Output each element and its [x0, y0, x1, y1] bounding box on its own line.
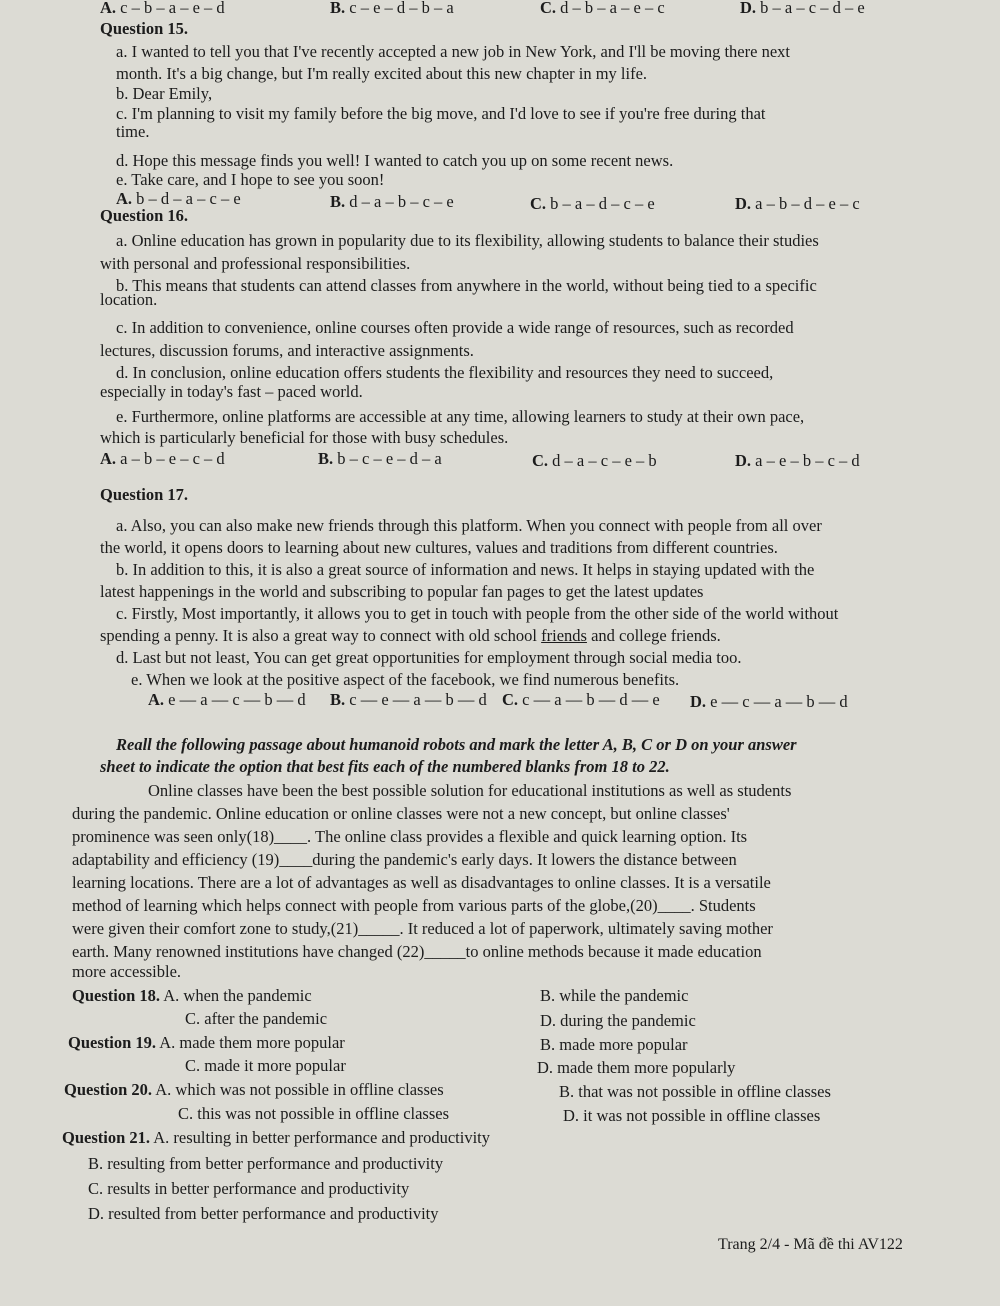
q15-option-d: D. a – b – d – e – c	[735, 194, 860, 213]
q16-sentence-c-cont: lectures, discussion forums, and interactive assignments.	[100, 341, 474, 360]
q16-option-a: A. a – b – e – c – d	[100, 449, 225, 468]
q18-option-c: C. after the pandemic	[185, 1009, 328, 1028]
q21-option-c: C. results in better performance and productivity	[88, 1179, 410, 1198]
q15-sentence-b: b. Dear Emily,	[116, 84, 213, 103]
q17-sentence-b-cont: latest happenings in the world and subscribing to popular fan pages to get the latest updates	[100, 582, 704, 601]
q15-sentence-c: c. I'm planning to visit my family before the big move, and I'd love to see if you're free during that	[116, 104, 766, 123]
q14-option-d: D. b – a – c – d – e	[740, 0, 865, 17]
q17-sentence-b: b. In addition to this, it is also a great source of information and news. It helps in staying updated with the	[116, 560, 815, 579]
passage-line-6: method of learning which helps connect with people from various parts of the globe,(20)____. Students	[72, 896, 756, 915]
q19-row-1: Question 19. A. made them more popular	[68, 1033, 345, 1052]
q20-option-c: C. this was not possible in offline classes	[178, 1104, 450, 1123]
q15-sentence-a: a. I wanted to tell you that I've recently accepted a new job in New York, and I'll be moving there next	[116, 42, 790, 61]
passage-line-8: earth. Many renowned institutions have changed (22)_____to online methods because it made education	[72, 942, 762, 961]
q17-sentence-d: d. Last but not least, You can get great opportunities for employment through social media too.	[116, 648, 742, 667]
q16-option-b: B. b – c – e – d – a	[318, 449, 442, 468]
q14-option-b: B. c – e – d – b – a	[330, 0, 454, 17]
passage-line-2: during the pandemic. Online education or online classes were not a new concept, but online classes'	[72, 804, 730, 823]
q16-sentence-c: c. In addition to convenience, online courses often provide a wide range of resources, such as recorded	[116, 318, 794, 337]
q16-sentence-d: d. In conclusion, online education offers students the flexibility and resources they need to succeed,	[116, 363, 774, 382]
q17-sentence-c: c. Firstly, Most importantly, it allows you to get in touch with people from the other side of the world without	[116, 604, 839, 623]
q15-title: Question 15.	[100, 19, 189, 38]
q15-option-c: C. b – a – d – c – e	[530, 194, 655, 213]
passage-line-9: more accessible.	[72, 962, 182, 981]
q15-sentence-a-cont: month. It's a big change, but I'm really excited about this new chapter in my life.	[116, 64, 648, 83]
q17-option-c: C. c — a — b — d — e	[502, 690, 660, 709]
q17-option-d: D. e — c — a — b — d	[690, 692, 848, 711]
q17-sentence-c-cont: spending a penny. It is also a great way to connect with old school friends and college friends.	[100, 626, 721, 645]
q15-sentence-c-cont: time.	[116, 122, 150, 141]
passage-line-3: prominence was seen only(18)____. The online class provides a flexible and quick learning option. Its	[72, 827, 748, 846]
q21-option-b: B. resulting from better performance and productivity	[88, 1154, 444, 1173]
q21-option-d: D. resulted from better performance and productivity	[88, 1204, 439, 1223]
q20-row-1: Question 20. A. which was not possible in offline classes	[64, 1080, 444, 1099]
q14-option-c: C. d – b – a – e – c	[540, 0, 665, 17]
q16-sentence-a: a. Online education has grown in popularity due to its flexibility, allowing students to balance their studies	[116, 231, 819, 250]
q17-option-a: A. e — a — c — b — d	[148, 690, 306, 709]
q15-option-b: B. d – a – b – c – e	[330, 192, 454, 211]
q16-option-c: C. d – a – c – e – b	[532, 451, 657, 470]
page-footer: Trang 2/4 - Mã đề thi AV122	[718, 1236, 903, 1253]
q16-sentence-e: e. Furthermore, online platforms are accessible at any time, allowing learners to study at their own pace,	[116, 407, 805, 426]
passage-line-7: were given their comfort zone to study,(21)_____. It reduced a lot of paperwork, ultimately saving mother	[72, 919, 773, 938]
q17-title: Question 17.	[100, 485, 189, 504]
q20-option-b: B. that was not possible in offline classes	[559, 1082, 831, 1101]
q18-option-d: D. during the pandemic	[540, 1011, 696, 1030]
q17-sentence-e: e. When we look at the positive aspect of the facebook, we find numerous benefits.	[131, 670, 680, 689]
q15-sentence-e: e. Take care, and I hope to see you soon!	[116, 170, 385, 189]
q16-option-d: D. a – e – b – c – d	[735, 451, 860, 470]
q16-sentence-a-cont: with personal and professional responsibilities.	[100, 254, 411, 273]
q17-sentence-a-cont: the world, it opens doors to learning about new cultures, values and traditions from different countries.	[100, 538, 778, 557]
passage-line-1: Online classes have been the best possible solution for educational institutions as well as students	[148, 781, 792, 800]
q16-title: Question 16.	[100, 206, 189, 225]
q16-sentence-e-cont: which is particularly beneficial for those with busy schedules.	[100, 428, 509, 447]
q17-option-b: B. c — e — a — b — d	[330, 690, 487, 709]
q18-row-1: Question 18. A. when the pandemic	[72, 986, 312, 1005]
q16-sentence-b-cont: location.	[100, 290, 158, 309]
q16-sentence-b: b. This means that students can attend classes from anywhere in the world, without being tied to a specific	[116, 276, 817, 295]
q17-sentence-a: a. Also, you can also make new friends through this platform. When you connect with people from all over	[116, 516, 822, 535]
q19-option-b: B. made more popular	[540, 1035, 688, 1054]
q20-option-d: D. it was not possible in offline classes	[563, 1106, 821, 1125]
q21-row-1: Question 21. A. resulting in better performance and productivity	[62, 1128, 491, 1147]
q19-option-d: D. made them more popularly	[537, 1058, 736, 1077]
passage-line-4: adaptability and efficiency (19)____during the pandemic's early days. It lowers the distance between	[72, 850, 737, 869]
q15-option-a: A. b – d – a – c – e	[116, 189, 241, 208]
q16-sentence-d-cont: especially in today's fast – paced world.	[100, 382, 363, 401]
q18-option-b: B. while the pandemic	[540, 986, 689, 1005]
q15-sentence-d: d. Hope this message finds you well! I wanted to catch you up on some recent news.	[116, 151, 674, 170]
passage-instruction: Reall the following passage about humanoid robots and mark the letter A, B, C or D on your answer	[116, 735, 797, 754]
q14-option-a: A. c – b – a – e – d	[100, 0, 225, 17]
passage-instruction-cont: sheet to indicate the option that best fits each of the numbered blanks from 18 to 22.	[100, 757, 670, 776]
passage-line-5: learning locations. There are a lot of advantages as well as disadvantages to online classes. It is a versatile	[72, 873, 771, 892]
q19-option-c: C. made it more popular	[185, 1056, 346, 1075]
